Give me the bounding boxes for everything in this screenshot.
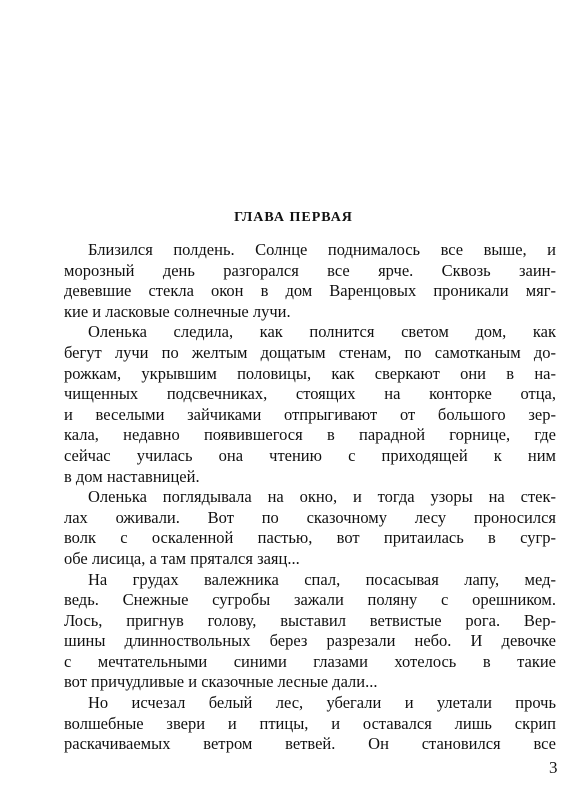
text-line: рожкам, укрывшим половицы, как сверкают они в на- bbox=[64, 363, 556, 383]
text-line: На грудах валежника спал, посасывая лапу, мед- bbox=[88, 569, 556, 589]
page-number: 3 bbox=[549, 758, 558, 777]
text-line: и веселыми зайчиками отпрыгивают от большого зер- bbox=[64, 404, 556, 424]
text-line: Но исчезал белый лес, убегали и улетали прочь bbox=[88, 693, 556, 713]
text-line: Оленька следила, как полнится светом дом, как bbox=[88, 322, 556, 342]
text-line: вот причудливые и сказочные лесные дали... bbox=[64, 672, 378, 692]
text-line: кала, недавно появившегося в парадной горнице, где bbox=[64, 425, 556, 445]
text-line: девевшие стекла окон в дом Варенцовых проникали мяг- bbox=[64, 281, 556, 301]
paragraph-4 bbox=[64, 570, 556, 694]
text-line: сейчас училась она чтению с приходящей к ним bbox=[64, 445, 556, 465]
text-line: волк с оскаленной пастью, вот притаилась в сугр- bbox=[64, 528, 556, 548]
paragraph-2 bbox=[64, 322, 556, 487]
paragraph-3 bbox=[64, 487, 556, 569]
chapter-title: ГЛАВА ПЕРВАЯ bbox=[234, 210, 353, 225]
body-text bbox=[64, 240, 556, 755]
text-line: бегут лучи по желтым дощатым стенам, по самотканым до- bbox=[64, 342, 556, 362]
text-line: Близился полдень. Солнце поднималось все выше, и bbox=[88, 240, 556, 259]
text-line: лах оживали. Вот по сказочному лесу проносился bbox=[64, 507, 556, 527]
paragraph-5 bbox=[64, 693, 556, 755]
text-line: раскачиваемых ветром ветвей. Он становился все bbox=[64, 734, 556, 754]
paragraph-1 bbox=[64, 240, 556, 322]
text-line: в дом наставницей. bbox=[64, 466, 200, 486]
text-line: морозный день разгорался все ярче. Сквозь заин- bbox=[64, 260, 556, 280]
text-line: кие и ласковые солнечные лучи. bbox=[64, 301, 291, 321]
text-line: чищенных подсвечниках, стоящих на конторке отца, bbox=[64, 384, 556, 404]
text-line: волшебные звери и птицы, и оставался лишь скрип bbox=[64, 713, 556, 733]
text-line: шины длинноствольных берез разрезали небо. И девочке bbox=[64, 631, 556, 651]
text-line: с мечтательными синими глазами хотелось в такие bbox=[64, 651, 556, 671]
text-line: Лось, пригнув голову, выставил ветвистые рога. Вер- bbox=[64, 610, 556, 630]
text-line: Оленька поглядывала на окно, и тогда узоры на стек- bbox=[88, 487, 556, 507]
text-line: обе лисица, а там прятался заяц... bbox=[64, 548, 300, 568]
text-line: ведь. Снежные сугробы зажали поляну с орешником. bbox=[64, 590, 556, 610]
